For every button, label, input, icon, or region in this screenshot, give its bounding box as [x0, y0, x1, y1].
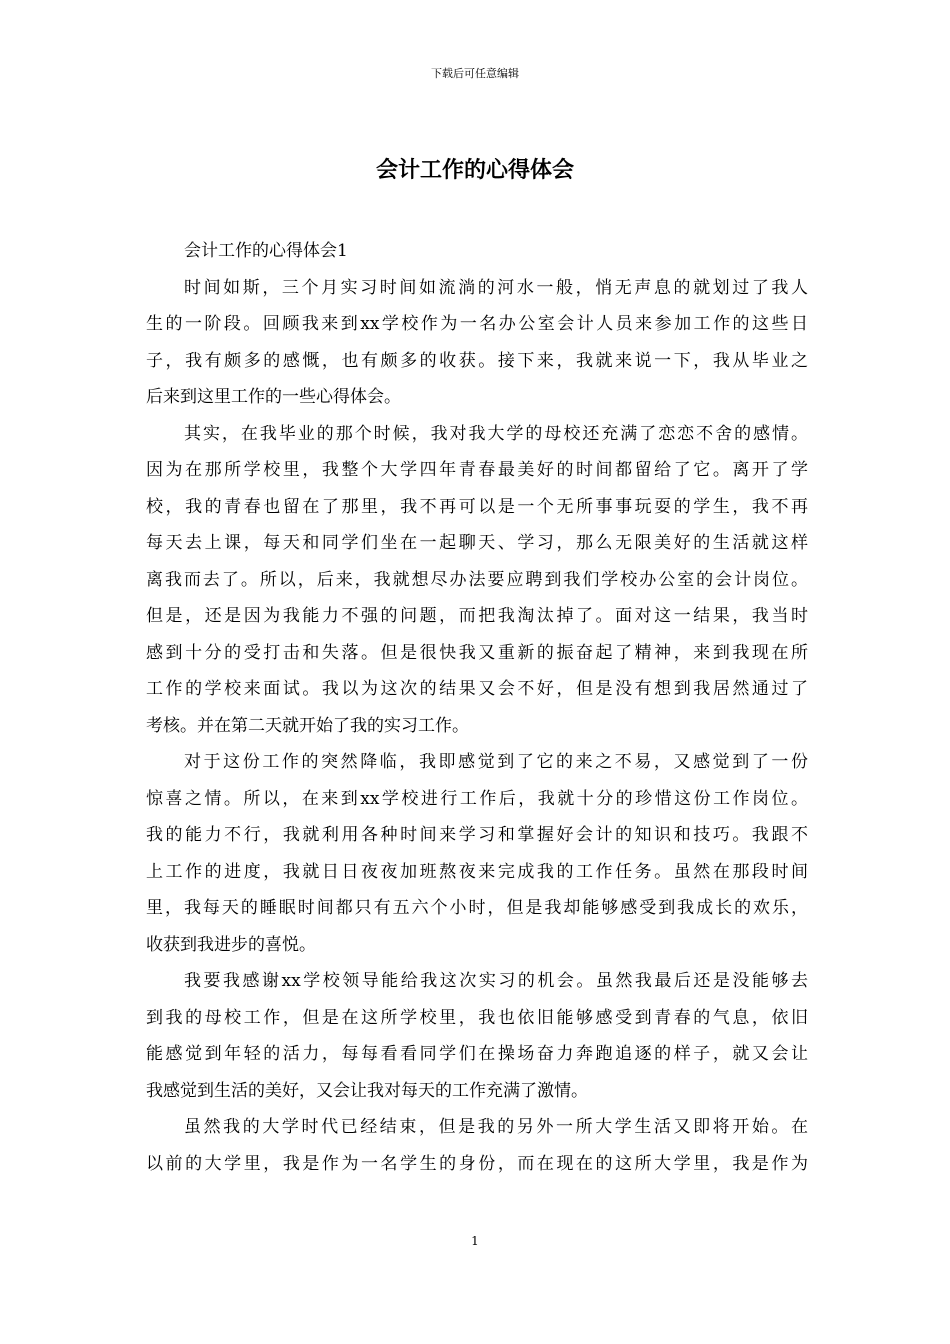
text-line: 工作的学校来面试。我以为这次的结果又会不好，但是没有想到我居然通过了	[146, 679, 808, 699]
text-line: 惊喜之情。所以，在来到xx学校进行工作后，我就十分的珍惜这份工作岗位。	[146, 788, 808, 809]
text-line: 我感觉到生活的美好，又会让我对每天的工作充满了激情。	[146, 1080, 588, 1101]
document-title: 会计工作的心得体会	[375, 157, 574, 183]
text-line: 感到十分的受打击和失落。但是很快我又重新的振奋起了精神，来到我现在所	[146, 642, 808, 663]
text-line: 到我的母校工作，但是在这所学校里，我也依旧能够感受到青春的气息，依旧	[146, 1007, 808, 1028]
paragraph-5	[146, 1109, 808, 1182]
document-body	[146, 233, 808, 1182]
text-line: 时间如斯，三个月实习时间如流淌的河水一般，悄无声息的就划过了我人	[184, 277, 808, 298]
text-line: 对于这份工作的突然降临，我即感觉到了它的来之不易，又感觉到了一份	[184, 752, 808, 772]
text-line: 能感觉到年轻的活力，每每看看同学们在操场奋力奔跑追逐的样子，就又会让	[146, 1044, 808, 1064]
text-line: 校，我的青春也留在了那里，我不再可以是一个无所事事玩耍的学生，我不再	[146, 496, 808, 517]
text-line: 我要我感谢xx学校领导能给我这次实习的机会。虽然我最后还是没能够去	[184, 971, 808, 991]
text-line: 生的一阶段。回顾我来到xx学校作为一名办公室会计人员来参加工作的这些日	[146, 314, 808, 334]
text-line: 子，我有颇多的感慨，也有颇多的收获。接下来，我就来说一下，我从毕业之	[146, 350, 808, 371]
text-line: 其实，在我毕业的那个时候，我对我大学的母校还充满了恋恋不舍的感情。	[184, 423, 808, 444]
text-line: 但是，还是因为我能力不强的问题，而把我淘汰掉了。面对这一结果，我当时	[146, 606, 808, 626]
text-line: 后来到这里工作的一些心得体会。	[146, 387, 401, 407]
text-line: 我的能力不行，我就利用各种时间来学习和掌握好会计的知识和技巧。我跟不	[146, 825, 808, 845]
section-heading: 会计工作的心得体会1	[184, 241, 348, 261]
text-line: 收获到我进步的喜悦。	[146, 934, 316, 955]
text-line: 以前的大学里，我是作为一名学生的身份，而在现在的这所大学里，我是作为	[146, 1153, 808, 1174]
paragraph-2	[146, 416, 808, 745]
text-line: 因为在那所学校里，我整个大学四年青春最美好的时间都留给了它。离开了学	[146, 460, 808, 480]
paragraph-1	[146, 270, 808, 416]
page-header-note: 下载后可任意编辑	[431, 67, 519, 80]
text-line: 离我而去了。所以，后来，我就想尽办法要应聘到我们学校办公室的会计岗位。	[146, 569, 808, 590]
text-line: 上工作的进度，我就日日夜夜加班熬夜来完成我的工作任务。虽然在那段时间	[146, 861, 808, 882]
paragraph-3	[146, 744, 808, 963]
text-line: 考核。并在第二天就开始了我的实习工作。	[146, 715, 469, 736]
text-line: 每天去上课，每天和同学们坐在一起聊天、学习，那么无限美好的生活就这样	[146, 533, 808, 553]
text-line: 里，我每天的睡眠时间都只有五六个小时，但是我却能够感受到我成长的欢乐，	[146, 898, 808, 918]
page-number: 1	[471, 1234, 479, 1248]
paragraph-4	[146, 963, 808, 1109]
text-line: 虽然我的大学时代已经结束，但是我的另外一所大学生活又即将开始。在	[184, 1117, 808, 1137]
